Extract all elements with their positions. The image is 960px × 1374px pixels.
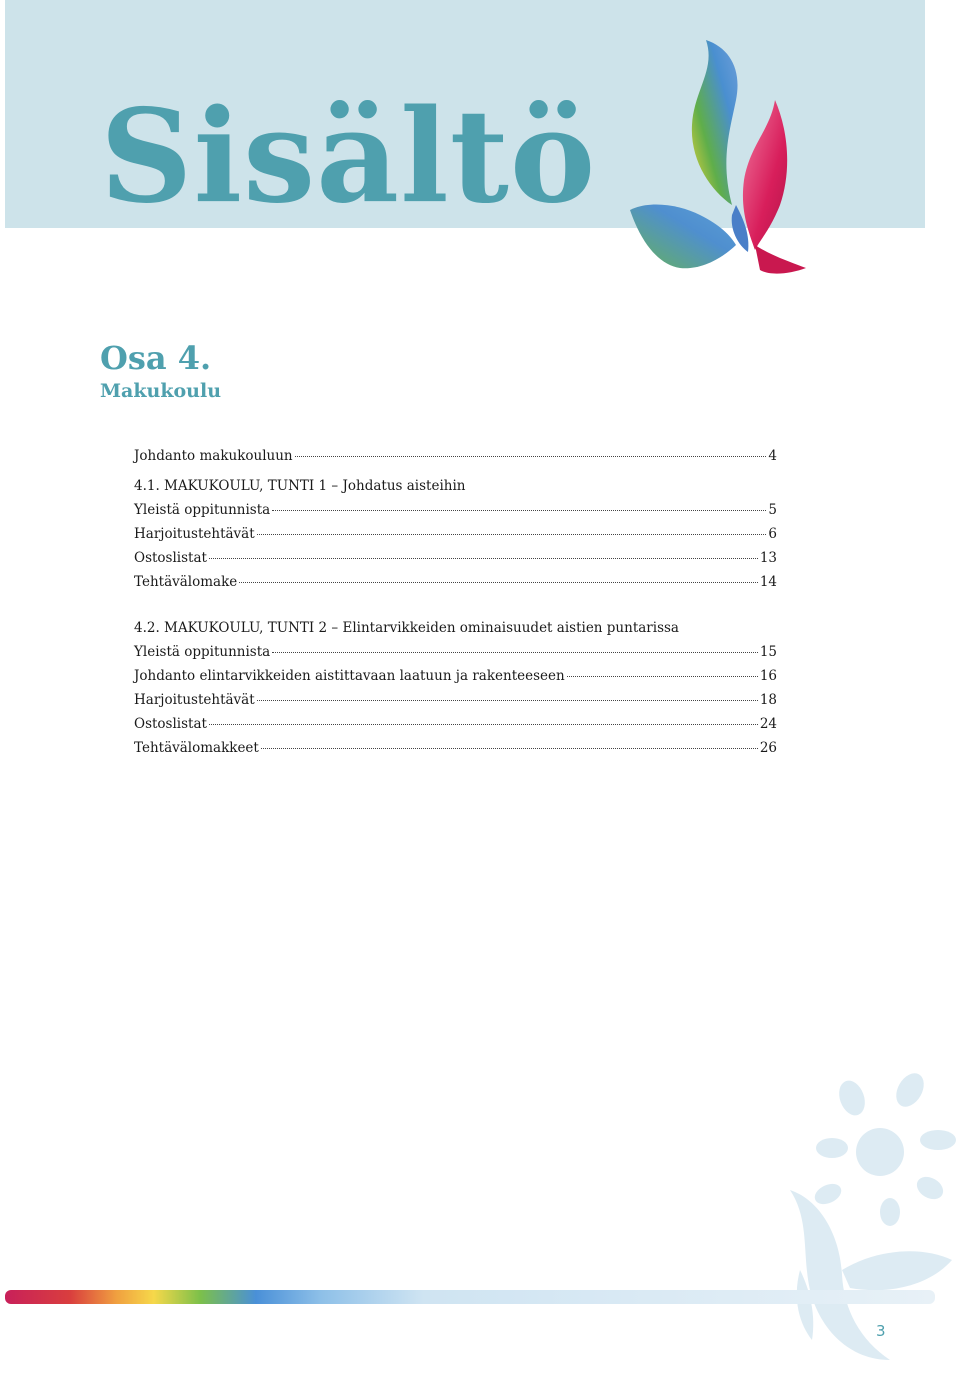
toc-entry-label: Yleistä oppitunnista: [134, 644, 271, 660]
toc-entry-page: 14: [759, 574, 777, 590]
toc-entry[interactable]: [134, 640, 777, 664]
page-title: Sisältö: [100, 82, 597, 232]
toc-entry[interactable]: [134, 498, 777, 522]
flower-decoration: [780, 1060, 960, 1374]
toc-entry-page: 6: [768, 526, 777, 542]
toc-part-heading: 4.1. MAKUKOULU, TUNTI 1 – Johdatus aisteihin: [134, 478, 466, 494]
toc-entry-page: 4: [768, 448, 777, 464]
page-number: 3: [876, 1322, 886, 1340]
toc-entry-label: Yleistä oppitunnista: [134, 502, 271, 518]
toc-leader-dots: [209, 724, 758, 725]
toc-leader-dots: [272, 510, 766, 511]
toc-entry-label: Tehtävälomakkeet: [134, 740, 259, 756]
toc-entry-label: Johdanto makukouluun: [134, 448, 293, 464]
toc-entry[interactable]: [134, 570, 777, 594]
toc-entry[interactable]: [134, 664, 777, 688]
section-subheading: Makukoulu: [100, 380, 222, 402]
toc-entry-label: Harjoitustehtävät: [134, 692, 255, 708]
rainbow-strip: [5, 1290, 935, 1304]
toc-entry-page: 16: [759, 668, 777, 684]
toc-entry-label: Ostoslistat: [134, 716, 207, 732]
toc-entry-page: 24: [759, 716, 777, 732]
toc-leader-dots: [257, 700, 758, 701]
toc-entry-label: Harjoitustehtävät: [134, 526, 255, 542]
toc-spacer: [134, 594, 777, 616]
toc-entry-intro[interactable]: [134, 444, 777, 468]
toc-entry-label: Johdanto elintarvikkeiden aistittavaan laatuun ja rakenteeseen: [134, 668, 565, 684]
toc-leader-dots: [272, 652, 758, 653]
toc-leader-dots: [295, 456, 767, 457]
toc-entry-label: Tehtävälomake: [134, 574, 238, 590]
toc-entry-page: 26: [759, 740, 777, 756]
toc-entry-page: 5: [768, 502, 777, 518]
toc-part-heading: 4.2. MAKUKOULU, TUNTI 2 – Elintarvikkeiden ominaisuudet aistien puntarissa: [134, 620, 679, 636]
toc-entry-page: 18: [759, 692, 777, 708]
toc-entry[interactable]: [134, 736, 777, 760]
toc-entry-page: 13: [759, 550, 777, 566]
toc-entry-page: 15: [759, 644, 777, 660]
table-of-contents: [134, 444, 777, 760]
section-heading: Osa 4.: [100, 339, 212, 377]
toc-entry[interactable]: [134, 712, 777, 736]
toc-entry[interactable]: [134, 522, 777, 546]
toc-leader-dots: [239, 582, 758, 583]
toc-entry[interactable]: [134, 546, 777, 570]
toc-entry[interactable]: [134, 688, 777, 712]
toc-leader-dots: [567, 676, 758, 677]
toc-leader-dots: [209, 558, 758, 559]
leaf-illustration: [620, 30, 820, 290]
toc-leader-dots: [257, 534, 767, 535]
toc-entry-label: Ostoslistat: [134, 550, 207, 566]
toc-leader-dots: [261, 748, 758, 749]
